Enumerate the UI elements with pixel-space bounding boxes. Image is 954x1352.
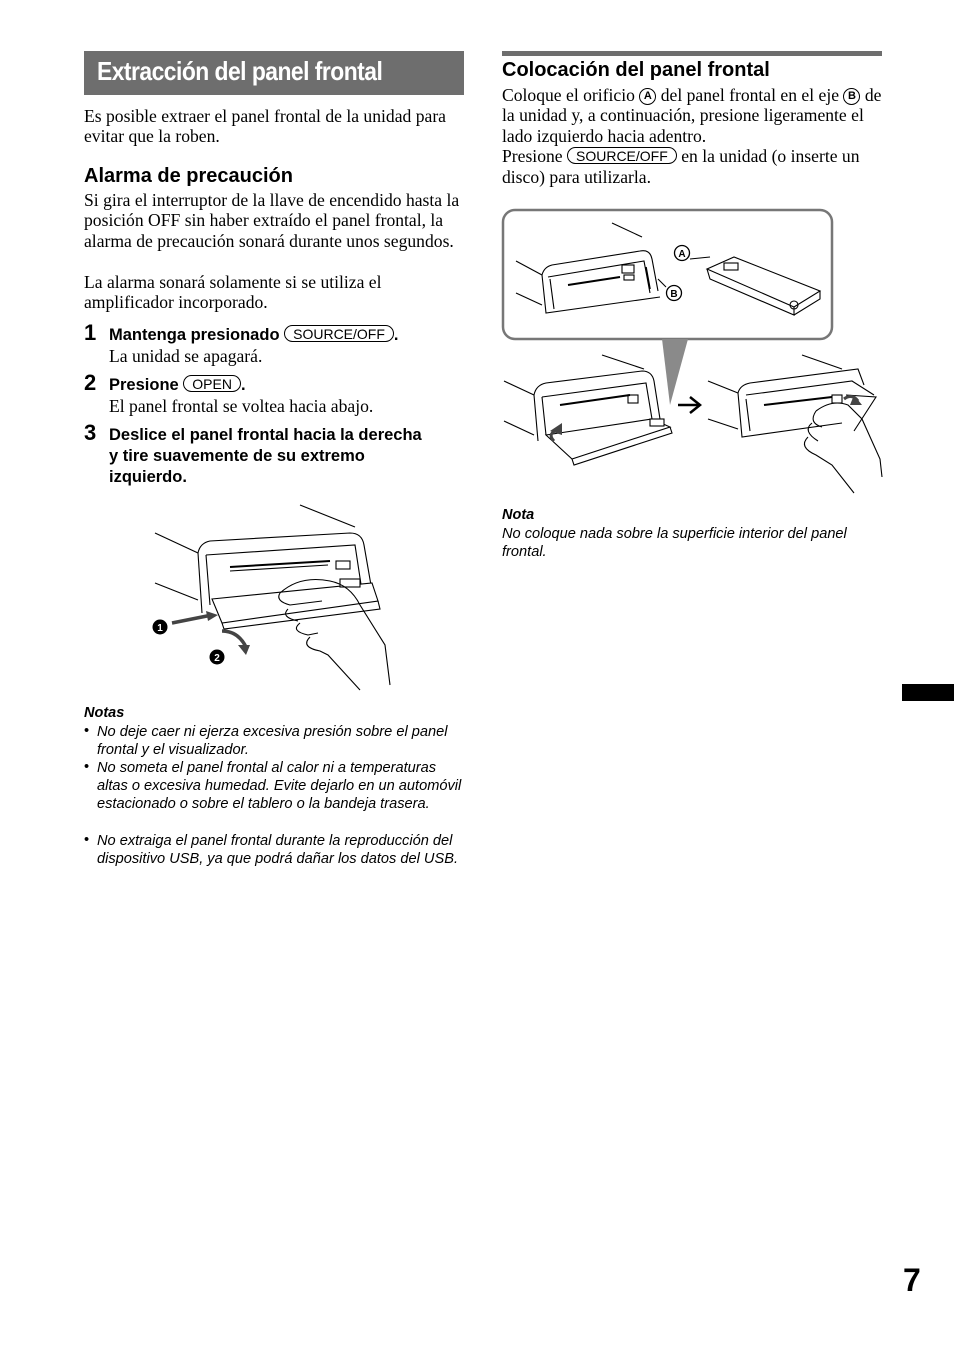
open-button-label: OPEN [183,375,241,392]
step-1-text: Mantenga presionado [109,326,280,344]
step-2-suffix: . [240,376,246,394]
bullet-icon: • [84,832,90,848]
source-off-button-label: SOURCE/OFF [284,325,394,342]
source-off-button-label: SOURCE/OFF [567,147,677,164]
step-2-number: 2 [84,370,97,395]
attach-text-2: del panel frontal en el eje [660,85,840,105]
section-top-rule [502,51,882,56]
step-1-suffix: . [393,326,399,344]
intro-paragraph: Es posible extraer el panel frontal de la unidad para evitar que la roben. [84,106,446,147]
marker-1-label: 1 [157,623,163,634]
remove-panel-illustration [150,505,395,690]
attach-panel-illustration [502,209,887,499]
alarm-paragraph-2: La alarma sonará solamente si se utiliza el amplificador incorporado. [84,272,382,313]
alarm-paragraph-1: Si gira el interruptor de la llave de encendido hasta la posición OFF sin haber extraído el panel frontal, la alarma de precaución sonará durante unos segundos. [84,190,460,251]
figure-label-a: A [678,249,686,260]
alarm-heading: Alarma de precaución [84,165,293,187]
bullet-icon: • [84,759,90,775]
step-1-instruction [109,325,469,346]
figure-label-b: B [670,289,678,300]
note-item-2: No someta el panel frontal al calor ni a temperaturas altas o excesiva humedad. Evite dejarlo en un automóvil estacionado o sobre el tablero o la bandeja trasera. [97,760,462,813]
nota-label: Nota [502,507,535,523]
section-title-bar [84,51,464,95]
step-2-detail: El panel frontal se voltea hacia abajo. [109,396,374,416]
section-title: Extracción del panel frontal [97,56,383,86]
marker-2-label: 2 [214,653,220,664]
section-tab-marker [902,684,954,701]
step-1-detail: La unidad se apagará. [109,346,263,366]
page-number: 7 [903,1262,921,1298]
attach-text-3: de la unidad y, a continuación, presione ligeramente el lado izquierdo hacia adentro. [502,85,882,146]
marker-b-icon: B [843,88,860,105]
attach-text-1: Coloque el orificio [502,85,635,105]
step-1-number: 1 [84,320,97,345]
attach-heading: Colocación del panel frontal [502,59,770,81]
attach-paragraph [502,85,887,187]
note-item-3: No extraiga el panel frontal durante la reproducción del dispositivo USB, ya que podrá dañar los datos del USB. [97,833,458,868]
step-2-instruction [109,375,469,396]
attach-text-5: en la unidad (o inserte un disco) para utilizarla. [502,146,860,187]
nota-text: No coloque nada sobre la superficie interior del panel frontal. [502,526,847,561]
marker-a-icon: A [639,88,656,105]
step-2-text: Presione [109,376,179,394]
note-item-1: No deje caer ni ejerza excesiva presión sobre el panel frontal y el visualizador. [97,724,448,759]
step-3-number: 3 [84,420,97,445]
attach-text-4: Presione [502,146,563,167]
notes-label: Notas [84,705,125,721]
step-3-instruction: Deslice el panel frontal hacia la derecha y tire suavemente de su extremo izquierdo. [109,426,422,486]
bullet-icon: • [84,723,90,739]
